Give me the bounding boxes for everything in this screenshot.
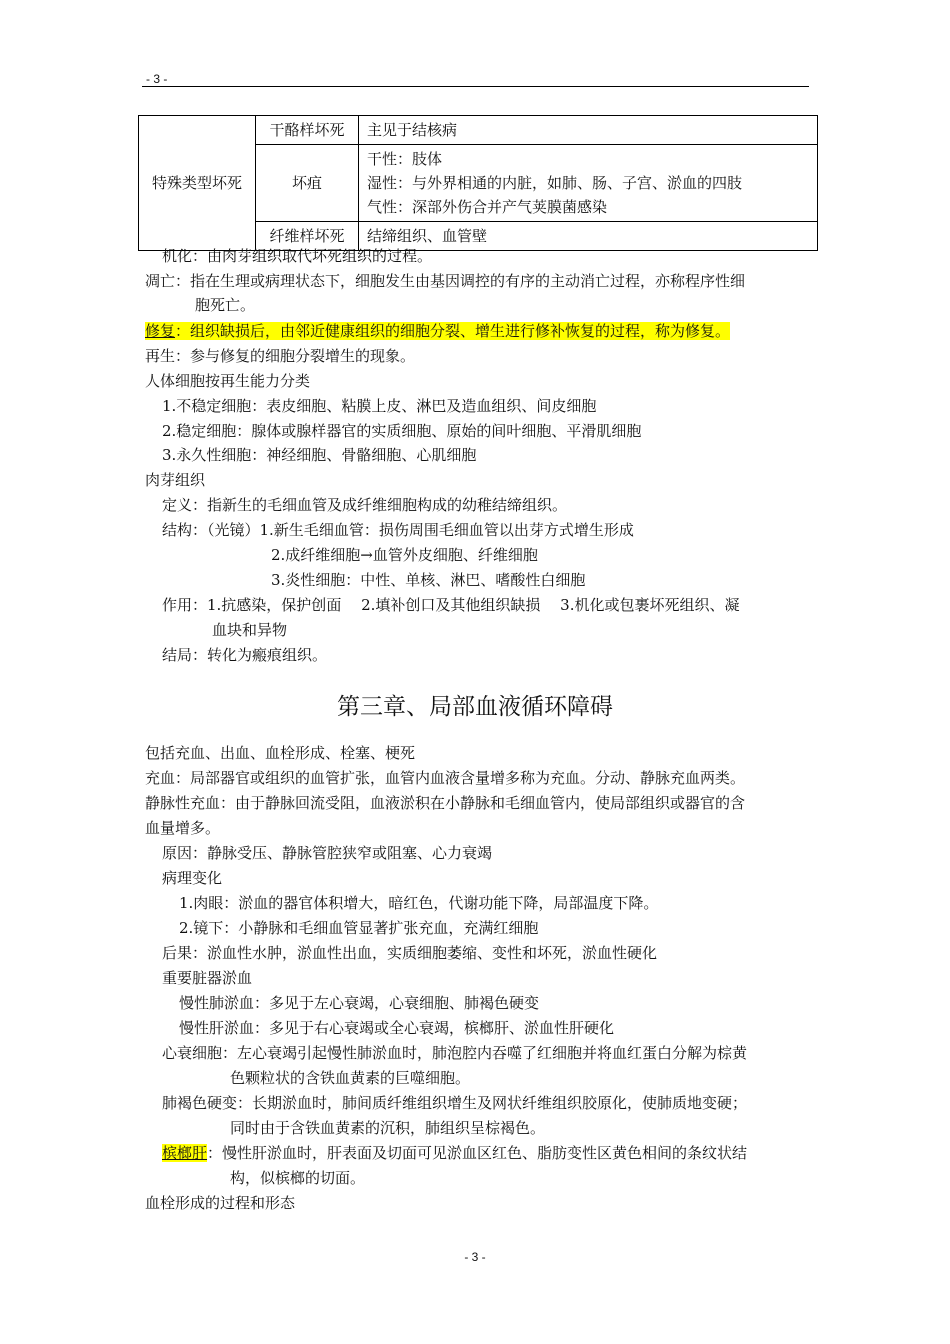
text-line: 血量增多。 [145,819,221,837]
term-binlang: 槟榔肝 [162,1144,208,1162]
text-line: 同时由于含铁血黄素的沉积，肺组织呈棕褐色。 [230,1119,546,1137]
highlighted-definition [145,319,730,343]
text-line: 结局：转化为瘢痕组织。 [162,646,328,664]
text-line: 2.稳定细胞：腺体或腺样器官的实质细胞、原始的间叶细胞、平滑肌细胞 [162,422,642,440]
text-line: 3.永久性细胞：神经细胞、骨骼细胞、心肌细胞 [162,446,477,464]
chapter-title: 第三章、局部血液循环障碍 [337,694,613,720]
table-desc-line: 湿性：与外界相通的内脏，如肺、肠、子宫、淤血的四肢 [367,174,743,192]
highlighted-term-line [162,1141,747,1165]
text-line: 病理变化 [162,869,223,887]
text-line: 血栓形成的过程和形态 [145,1194,296,1212]
table-row [139,116,818,145]
text-line: 1.肉眼：淤血的器官体积增大，暗红色，代谢功能下降，局部温度下降。 [179,894,659,912]
text-line: 再生：参与修复的细胞分裂增生的现象。 [145,347,416,365]
header-rule [142,86,809,87]
table-desc-line: 气性：深部外伤合并产气荚膜菌感染 [367,198,608,216]
table-type: 干酪样坏死 [256,116,359,145]
text-line: 2.镜下：小静脉和毛细血管显著扩张充血，充满红细胞 [179,919,539,937]
term-xiufu: 修复 [145,322,176,340]
text-line: 原因：静脉受压、静脉管腔狭窄或阻塞、心力衰竭 [162,844,493,862]
table-type: 纤维样坏死 [256,222,359,251]
table-category: 特殊类型坏死 [139,116,256,251]
text-line: 重要脏器淤血 [162,969,253,987]
table-desc [359,116,818,145]
necrosis-table [138,115,818,251]
text-line: 机化：由肉芽组织取代坏死组织的过程。 [162,247,433,265]
text-line: 心衰细胞：左心衰竭引起慢性肺淤血时，肺泡腔内吞噬了红细胞并将血红蛋白分解为棕黄 [162,1044,748,1062]
text-line: 慢性肺淤血：多见于左心衰竭，心衰细胞、肺褐色硬变 [179,994,540,1012]
text-line: 胞死亡。 [195,296,256,314]
text-line: 色颗粒状的含铁血黄素的巨噬细胞。 [230,1069,471,1087]
text-line: 静脉性充血：由于静脉回流受阻，血液淤积在小静脉和毛细血管内，使局部组织或器官的含 [145,794,746,812]
text-line: 1.不稳定细胞：表皮细胞、粘膜上皮、淋巴及造血组织、间皮细胞 [162,397,597,415]
text-line: 充血：局部器官或组织的血管扩张，血管内血液含量增多称为充血。分动、静脉充血两类。 [145,769,746,787]
table-desc-line: 干性：肢体 [367,150,443,168]
text-line: 2.成纤维细胞→血管外皮细胞、纤维细胞 [271,546,538,564]
text-line: 慢性肝淤血：多见于右心衰竭或全心衰竭，槟榔肝、淤血性肝硬化 [179,1019,615,1037]
text-line: 肉芽组织 [145,471,206,489]
table-type: 坏疽 [256,145,359,222]
definition-text: ：慢性肝淤血时，肝表面及切面可见淤血区红色、脂肪变性区黄色相间的条纹状结 [207,1144,748,1162]
text-line: 凋亡：指在生理或病理状态下，细胞发生由基因调控的有序的主动消亡过程，亦称程序性细 [145,272,746,290]
text-line: 包括充血、出血、血栓形成、栓塞、梗死 [145,744,416,762]
footer-page-number: - 3 - [464,1250,486,1264]
definition-text: ：组织缺损后，由邻近健康组织的细胞分裂、增生进行修补恢复的过程，称为修复。 [175,322,731,340]
text-line: 定义：指新生的毛细血管及成纤维细胞构成的幼稚结缔组织。 [162,496,568,514]
text-line: 血块和异物 [212,621,288,639]
table-desc-line: 结缔组织、血管壁 [367,227,488,245]
text-line: 3.炎性细胞：中性、单核、淋巴、嗜酸性白细胞 [271,571,586,589]
text-line: 作用：1.抗感染，保护创面 2.填补创口及其他组织缺损 3.机化或包裹坏死组织、凝 [162,596,740,614]
text-line: 后果：淤血性水肿，淤血性出血，实质细胞萎缩、变性和坏死，淤血性硬化 [162,944,658,962]
text-line: 人体细胞按再生能力分类 [145,372,311,390]
header-page-number: - 3 - [146,72,168,86]
table-desc [359,145,818,222]
text-line: 构，似槟榔的切面。 [230,1169,366,1187]
table-desc-line: 主见于结核病 [367,121,458,139]
text-line: 肺褐色硬变：长期淤血时，肺间质纤维组织增生及网状纤维组织胶原化，使肺质地变硬； [162,1094,748,1112]
text-line: 结构：（光镜）1.新生毛细血管：损伤周围毛细血管以出芽方式增生形成 [162,521,634,539]
